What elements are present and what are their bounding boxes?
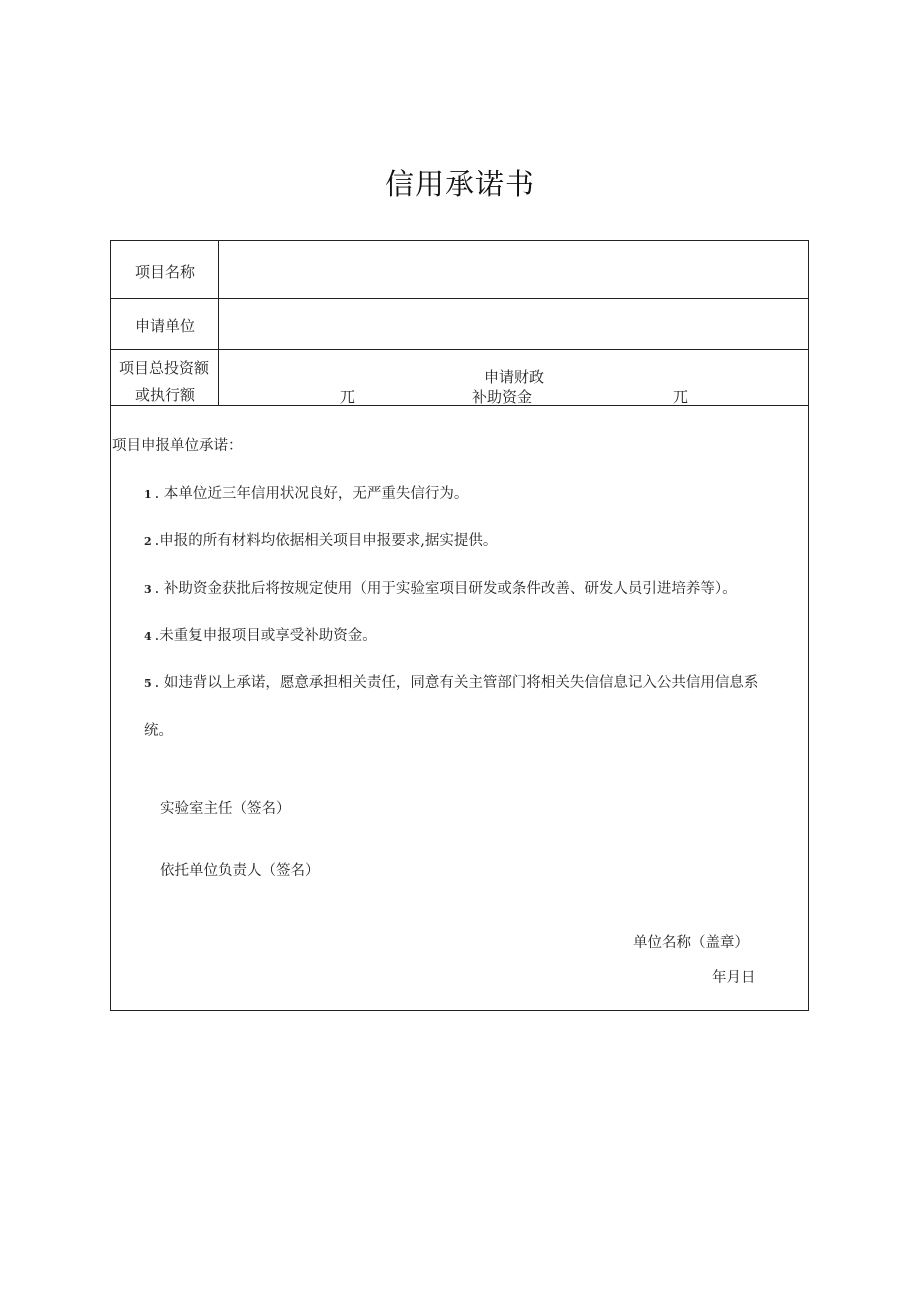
item-text: .未重复申报项目或享受补助资金。: [154, 628, 377, 644]
project-name-label: 项目名称: [135, 263, 196, 281]
commitment-item: [144, 482, 468, 503]
supporting-unit-head-signature: 依托单位负责人（签名）: [160, 863, 320, 879]
item-text: . 如违背以上承诺，愿意承担相关责任，同意有关主管部门将相关失信信息记入公共信用信息系: [154, 675, 759, 691]
commitment-item: [144, 671, 758, 692]
item-text: . 补助资金获批后将按规定使用（用于实验室项目研发或条件改善、研发人员引进培养等）。: [154, 581, 737, 597]
item-text: . 本单位近三年信用状况良好，无严重失信行为。: [154, 486, 469, 502]
row-divider: [111, 298, 808, 299]
commitment-item: [144, 577, 737, 598]
item-text: .申报的所有材料均依据相关项目申报要求,据实提供。: [154, 533, 498, 549]
item-number: 2: [144, 535, 152, 548]
document-title: 信用承诺书: [384, 167, 535, 201]
investment-unit: 兀: [340, 388, 356, 406]
item-number: 4: [144, 630, 152, 643]
commitment-heading: 项目申报单位承诺：: [112, 438, 243, 454]
row-divider: [111, 405, 808, 406]
lab-director-signature: 实验室主任（签名）: [160, 801, 291, 817]
item-number: 5: [144, 677, 152, 690]
label-column-divider: [218, 241, 219, 405]
commitment-item: [144, 624, 377, 645]
subsidy-label-line2: 补助资金: [472, 388, 533, 406]
row-divider: [111, 349, 808, 350]
investment-label-line1: 项目总投资额: [119, 359, 210, 377]
item-number: 1: [144, 488, 152, 501]
commitment-item: [144, 529, 497, 550]
commitment-form-table: [110, 240, 809, 1011]
unit-name-seal: 单位名称（盖章）: [633, 935, 749, 951]
signature-date: 年月日: [712, 970, 756, 986]
subsidy-unit: 兀: [673, 388, 689, 406]
investment-label-line2: 或执行额: [135, 386, 196, 404]
applicant-label: 申请单位: [135, 317, 196, 335]
commitment-item-continuation: 统。: [144, 723, 173, 739]
item-number: 3: [144, 583, 152, 596]
subsidy-label-line1: 申请财政: [484, 368, 545, 386]
